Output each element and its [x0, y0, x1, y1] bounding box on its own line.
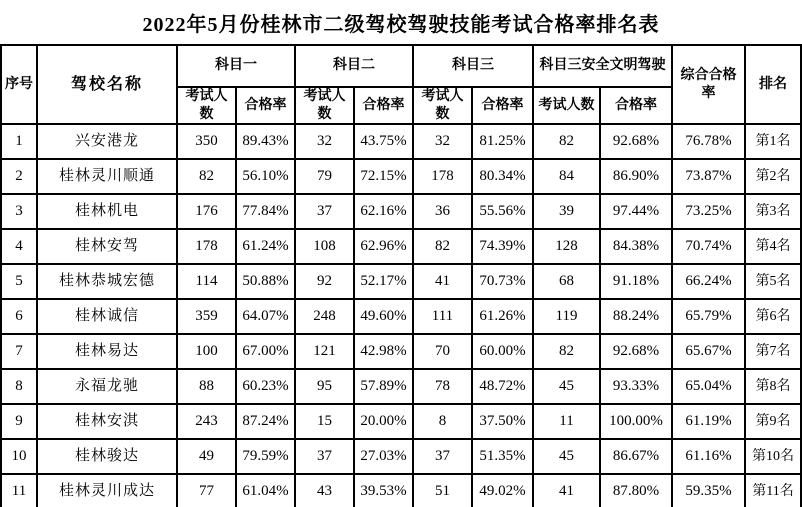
safe-driving-examinees-cell: 41: [533, 474, 600, 507]
page-title: 2022年5月份桂林市二级驾校驾驶技能考试合格率排名表: [142, 13, 660, 36]
col-header-subject2: 科目二: [295, 45, 413, 87]
safe-driving-examinees-cell: 82: [533, 124, 600, 159]
rank-cell: 第3名: [745, 194, 801, 229]
subject1-examinees-cell: 49: [177, 439, 236, 474]
overall-pass-rate-cell: 65.79%: [672, 299, 745, 334]
safe-driving-examinees-cell: 119: [533, 299, 600, 334]
school-name-cell: 桂林机电: [37, 194, 177, 229]
table-row: [1, 229, 801, 264]
overall-pass-rate-cell: 73.25%: [672, 194, 745, 229]
serial-number-cell: 7: [1, 334, 37, 369]
subject2-examinees-cell: 37: [295, 194, 354, 229]
subject3-examinees-cell: 36: [413, 194, 472, 229]
subject3-pass-rate-cell: 55.56%: [472, 194, 533, 229]
col-header-subject3-safe: 科目三安全文明驾驶: [533, 45, 672, 87]
table-row: [1, 369, 801, 404]
rank-cell: 第2名: [745, 159, 801, 194]
overall-pass-rate-cell: 59.35%: [672, 474, 745, 507]
subject1-pass-rate-cell: 67.00%: [236, 334, 295, 369]
subject2-pass-rate-cell: 20.00%: [354, 404, 413, 439]
table-row: [1, 124, 801, 159]
safe-driving-examinees-cell: 128: [533, 229, 600, 264]
safe-driving-pass-rate-cell: 88.24%: [600, 299, 672, 334]
header-row-groups: [1, 45, 801, 87]
ranking-table: [0, 44, 802, 507]
subject2-examinees-cell: 92: [295, 264, 354, 299]
rank-cell: 第5名: [745, 264, 801, 299]
subject3-examinees-cell: 32: [413, 124, 472, 159]
table-body: [1, 124, 801, 507]
subject1-pass-rate-cell: 61.04%: [236, 474, 295, 507]
table-row: [1, 264, 801, 299]
subject3-examinees-cell: 51: [413, 474, 472, 507]
rank-cell: 第9名: [745, 404, 801, 439]
serial-number-cell: 8: [1, 369, 37, 404]
subject2-pass-rate-cell: 27.03%: [354, 439, 413, 474]
subject1-pass-rate-cell: 87.24%: [236, 404, 295, 439]
safe-driving-pass-rate-cell: 91.18%: [600, 264, 672, 299]
subject2-pass-rate-cell: 72.15%: [354, 159, 413, 194]
col-subheader-s2-examinees: 考试人数: [295, 87, 354, 124]
subject2-examinees-cell: 32: [295, 124, 354, 159]
subject1-examinees-cell: 82: [177, 159, 236, 194]
table-row: [1, 159, 801, 194]
school-name-cell: 永福龙驰: [37, 369, 177, 404]
col-header-rank: 排名: [745, 45, 801, 124]
subject2-examinees-cell: 121: [295, 334, 354, 369]
subject2-examinees-cell: 108: [295, 229, 354, 264]
serial-number-cell: 1: [1, 124, 37, 159]
school-name-cell: 桂林恭城宏德: [37, 264, 177, 299]
table-header: [1, 45, 801, 124]
rank-cell: 第6名: [745, 299, 801, 334]
subject2-examinees-cell: 95: [295, 369, 354, 404]
subject1-pass-rate-cell: 50.88%: [236, 264, 295, 299]
subject2-pass-rate-cell: 43.75%: [354, 124, 413, 159]
rank-cell: 第1名: [745, 124, 801, 159]
subject3-examinees-cell: 111: [413, 299, 472, 334]
subject1-pass-rate-cell: 61.24%: [236, 229, 295, 264]
col-subheader-s1-examinees: 考试人数: [177, 87, 236, 124]
safe-driving-pass-rate-cell: 92.68%: [600, 124, 672, 159]
subject1-examinees-cell: 359: [177, 299, 236, 334]
serial-number-cell: 9: [1, 404, 37, 439]
safe-driving-pass-rate-cell: 93.33%: [600, 369, 672, 404]
safe-driving-pass-rate-cell: 100.00%: [600, 404, 672, 439]
rank-cell: 第4名: [745, 229, 801, 264]
col-subheader-s3-examinees: 考试人数: [413, 87, 472, 124]
subject1-pass-rate-cell: 60.23%: [236, 369, 295, 404]
subject2-pass-rate-cell: 42.98%: [354, 334, 413, 369]
school-name-cell: 桂林易达: [37, 334, 177, 369]
subject3-examinees-cell: 78: [413, 369, 472, 404]
serial-number-cell: 11: [1, 474, 37, 507]
table-row: [1, 404, 801, 439]
table-row: [1, 334, 801, 369]
subject3-examinees-cell: 178: [413, 159, 472, 194]
subject3-pass-rate-cell: 49.02%: [472, 474, 533, 507]
school-name-cell: 桂林诚信: [37, 299, 177, 334]
subject2-pass-rate-cell: 62.16%: [354, 194, 413, 229]
col-subheader-s2-pass-rate: 合格率: [354, 87, 413, 124]
overall-pass-rate-cell: 70.74%: [672, 229, 745, 264]
rank-cell: 第8名: [745, 369, 801, 404]
subject2-examinees-cell: 248: [295, 299, 354, 334]
safe-driving-examinees-cell: 84: [533, 159, 600, 194]
safe-driving-pass-rate-cell: 97.44%: [600, 194, 672, 229]
subject3-pass-rate-cell: 81.25%: [472, 124, 533, 159]
school-name-cell: 桂林安淇: [37, 404, 177, 439]
overall-pass-rate-cell: 61.19%: [672, 404, 745, 439]
subject1-examinees-cell: 114: [177, 264, 236, 299]
subject3-pass-rate-cell: 74.39%: [472, 229, 533, 264]
subject3-examinees-cell: 70: [413, 334, 472, 369]
safe-driving-pass-rate-cell: 92.68%: [600, 334, 672, 369]
safe-driving-pass-rate-cell: 84.38%: [600, 229, 672, 264]
subject2-pass-rate-cell: 62.96%: [354, 229, 413, 264]
subject2-examinees-cell: 37: [295, 439, 354, 474]
safe-driving-examinees-cell: 39: [533, 194, 600, 229]
serial-number-cell: 2: [1, 159, 37, 194]
subject3-pass-rate-cell: 37.50%: [472, 404, 533, 439]
school-name-cell: 桂林灵川顺通: [37, 159, 177, 194]
subject2-pass-rate-cell: 52.17%: [354, 264, 413, 299]
subject3-examinees-cell: 41: [413, 264, 472, 299]
subject1-pass-rate-cell: 56.10%: [236, 159, 295, 194]
subject3-examinees-cell: 37: [413, 439, 472, 474]
subject1-examinees-cell: 100: [177, 334, 236, 369]
subject3-pass-rate-cell: 80.34%: [472, 159, 533, 194]
subject3-examinees-cell: 8: [413, 404, 472, 439]
school-name-cell: 兴安港龙: [37, 124, 177, 159]
serial-number-cell: 10: [1, 439, 37, 474]
subject2-examinees-cell: 79: [295, 159, 354, 194]
subject3-examinees-cell: 82: [413, 229, 472, 264]
subject2-examinees-cell: 15: [295, 404, 354, 439]
col-header-subject1: 科目一: [177, 45, 295, 87]
subject1-examinees-cell: 176: [177, 194, 236, 229]
subject1-pass-rate-cell: 77.84%: [236, 194, 295, 229]
subject3-pass-rate-cell: 51.35%: [472, 439, 533, 474]
safe-driving-examinees-cell: 11: [533, 404, 600, 439]
safe-driving-pass-rate-cell: 86.90%: [600, 159, 672, 194]
subject1-examinees-cell: 88: [177, 369, 236, 404]
overall-pass-rate-cell: 65.67%: [672, 334, 745, 369]
subject3-pass-rate-cell: 61.26%: [472, 299, 533, 334]
table-row: [1, 474, 801, 507]
safe-driving-examinees-cell: 68: [533, 264, 600, 299]
subject1-examinees-cell: 178: [177, 229, 236, 264]
col-subheader-s3-pass-rate: 合格率: [472, 87, 533, 124]
safe-driving-pass-rate-cell: 87.80%: [600, 474, 672, 507]
subject1-examinees-cell: 77: [177, 474, 236, 507]
serial-number-cell: 6: [1, 299, 37, 334]
table-row: [1, 194, 801, 229]
col-subheader-safe-examinees: 考试人数: [533, 87, 600, 124]
subject1-examinees-cell: 350: [177, 124, 236, 159]
rank-cell: 第7名: [745, 334, 801, 369]
subject2-pass-rate-cell: 57.89%: [354, 369, 413, 404]
overall-pass-rate-cell: 73.87%: [672, 159, 745, 194]
safe-driving-examinees-cell: 82: [533, 334, 600, 369]
school-name-cell: 桂林安驾: [37, 229, 177, 264]
safe-driving-pass-rate-cell: 86.67%: [600, 439, 672, 474]
subject1-pass-rate-cell: 79.59%: [236, 439, 295, 474]
school-name-cell: 桂林灵川成达: [37, 474, 177, 507]
subject3-pass-rate-cell: 60.00%: [472, 334, 533, 369]
subject2-pass-rate-cell: 49.60%: [354, 299, 413, 334]
table-row: [1, 439, 801, 474]
rank-cell: 第11名: [745, 474, 801, 507]
subject3-pass-rate-cell: 48.72%: [472, 369, 533, 404]
rank-cell: 第10名: [745, 439, 801, 474]
safe-driving-examinees-cell: 45: [533, 439, 600, 474]
overall-pass-rate-cell: 76.78%: [672, 124, 745, 159]
subject1-pass-rate-cell: 89.43%: [236, 124, 295, 159]
col-header-subject3: 科目三: [413, 45, 533, 87]
subject1-examinees-cell: 243: [177, 404, 236, 439]
overall-pass-rate-cell: 66.24%: [672, 264, 745, 299]
col-subheader-s1-pass-rate: 合格率: [236, 87, 295, 124]
serial-number-cell: 5: [1, 264, 37, 299]
subject3-pass-rate-cell: 70.73%: [472, 264, 533, 299]
serial-number-cell: 4: [1, 229, 37, 264]
safe-driving-examinees-cell: 45: [533, 369, 600, 404]
overall-pass-rate-cell: 61.16%: [672, 439, 745, 474]
serial-number-cell: 3: [1, 194, 37, 229]
col-subheader-safe-pass-rate: 合格率: [600, 87, 672, 124]
col-header-school: 驾校名称: [37, 45, 177, 124]
overall-pass-rate-cell: 65.04%: [672, 369, 745, 404]
col-header-index: 序号: [1, 45, 37, 124]
subject1-pass-rate-cell: 64.07%: [236, 299, 295, 334]
col-header-overall-rate: 综合合格率: [672, 45, 745, 124]
subject2-pass-rate-cell: 39.53%: [354, 474, 413, 507]
table-row: [1, 299, 801, 334]
subject2-examinees-cell: 43: [295, 474, 354, 507]
school-name-cell: 桂林骏达: [37, 439, 177, 474]
